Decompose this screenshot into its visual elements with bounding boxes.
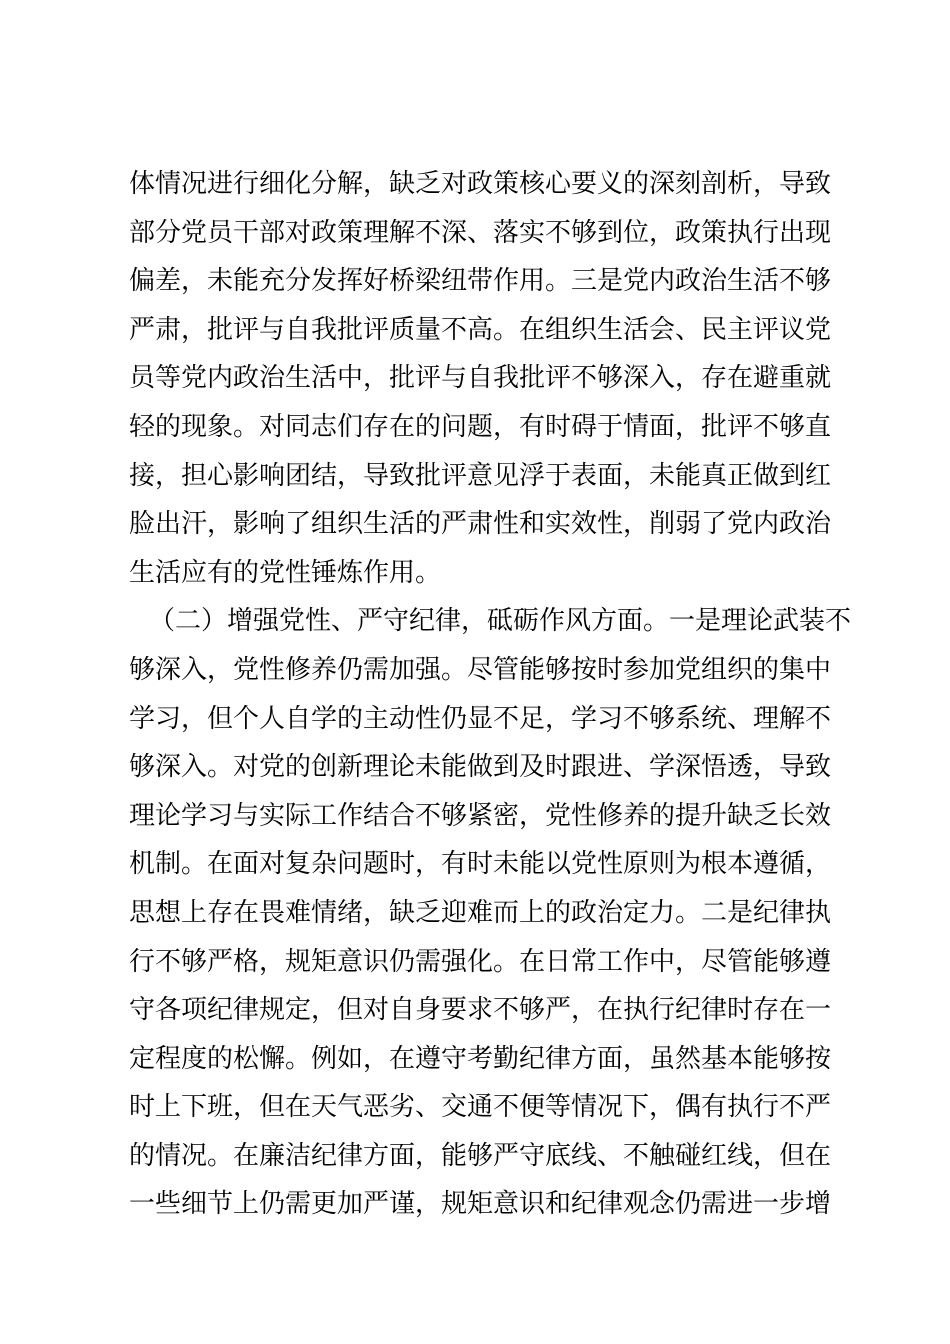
section-heading-line: （二）增强党性、严守纪律，砥砺作风方面。一是理论武装不: [149, 606, 852, 637]
text-line: 守各项纪律规定，但对自身要求不够严，在执行纪律时存在一: [129, 995, 832, 1026]
text-line: 接，担心影响团结，导致批评意见浮于表面，未能真正做到红: [129, 460, 832, 491]
text-line: 够深入，党性修养仍需加强。尽管能够按时参加党组织的集中: [129, 654, 832, 685]
text-line: 的情况。在廉洁纪律方面，能够严守底线、不触碰红线，但在: [129, 1140, 832, 1171]
body-text: [129, 160, 852, 1229]
text-line: 行不够严格，规矩意识仍需强化。在日常工作中，尽管能够遵: [129, 946, 832, 977]
text-line: 脸出汗，影响了组织生活的严肃性和实效性，削弱了党内政治: [129, 509, 832, 540]
text-line: 思想上存在畏难情绪，缺乏迎难而上的政治定力。二是纪律执: [129, 897, 832, 928]
text-line: 够深入。对党的创新理论未能做到及时跟进、学深悟透，导致: [129, 752, 832, 783]
text-line: 严肃，批评与自我批评质量不高。在组织生活会、民主评议党: [129, 314, 832, 345]
text-line: 学习，但个人自学的主动性仍显不足，学习不够系统、理解不: [129, 703, 832, 734]
text-line: 一些细节上仍需更加严谨，规矩意识和纪律观念仍需进一步增: [129, 1189, 832, 1220]
text-line: 体情况进行细化分解，缺乏对政策核心要义的深刻剖析，导致: [129, 169, 832, 199]
text-line: 时上下班，但在天气恶劣、交通不便等情况下，偶有执行不严: [129, 1092, 832, 1123]
text-line: 定程度的松懈。例如，在遵守考勤纪律方面，虽然基本能够按: [129, 1043, 832, 1074]
text-line: 员等党内政治生活中，批评与自我批评不够深入，存在避重就: [129, 363, 832, 394]
text-line: 机制。在面对复杂问题时，有时未能以党性原则为根本遵循，: [129, 849, 832, 880]
text-line: 部分党员干部对政策理解不深、落实不够到位，政策执行出现: [129, 217, 832, 248]
text-line: 偏差，未能充分发挥好桥梁纽带作用。三是党内政治生活不够: [129, 266, 832, 297]
text-line: 生活应有的党性锤炼作用。: [129, 557, 442, 588]
text-line: 轻的现象。对同志们存在的问题，有时碍于情面，批评不够直: [129, 411, 832, 442]
text-line: 理论学习与实际工作结合不够紧密，党性修养的提升缺乏长效: [129, 800, 832, 831]
